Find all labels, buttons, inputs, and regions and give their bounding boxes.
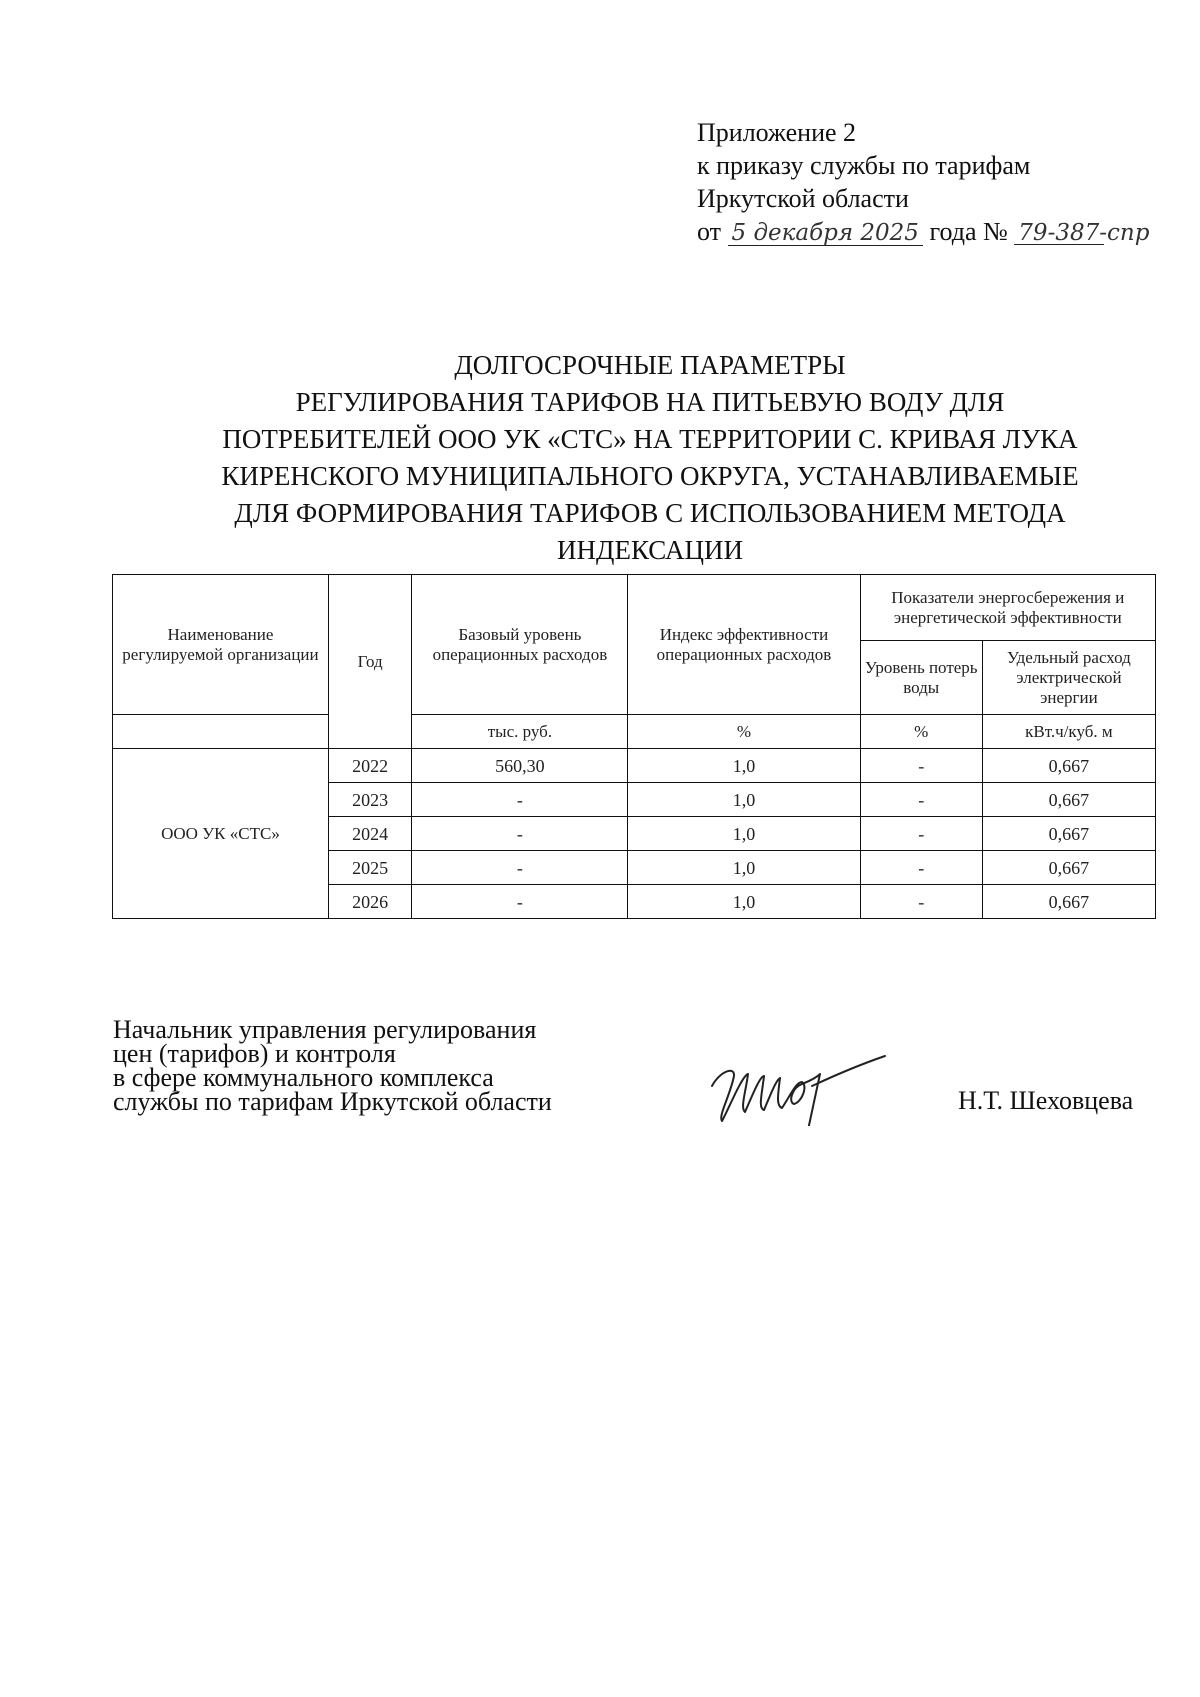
cell-index: 1,0 (628, 885, 860, 919)
unit-losses: % (860, 715, 982, 749)
appendix-line-3: Иркутской области (697, 184, 909, 213)
cell-specific: 0,667 (982, 749, 1155, 783)
cell-specific: 0,667 (982, 817, 1155, 851)
position-line: в сфере коммунального комплекса (113, 1063, 494, 1092)
handwritten-date: 5 декабря 2025 (728, 221, 923, 246)
header-efficiency-index: Индекс эффективности операционных расходов (628, 575, 860, 715)
cell-index: 1,0 (628, 749, 860, 783)
cell-year: 2023 (328, 783, 412, 817)
cell-base: - (412, 783, 628, 817)
title-line: РЕГУЛИРОВАНИЯ ТАРИФОВ НА ПИТЬЕВУЮ ВОДУ ДЛЯ (295, 387, 1005, 417)
cell-losses: - (860, 885, 982, 919)
cell-year: 2022 (328, 749, 412, 783)
header-org: Наименование регулируемой организации (113, 575, 329, 715)
position-line: цен (тарифов) и контроля (113, 1039, 396, 1068)
title-line: ИНДЕКСАЦИИ (557, 535, 743, 565)
cell-losses: - (860, 817, 982, 851)
unit-index: % (628, 715, 860, 749)
units-row (113, 715, 1156, 749)
header-specific-consumption: Удельный расход электрической энергии (982, 641, 1155, 715)
date-prefix: от (697, 217, 722, 246)
cell-index: 1,0 (628, 817, 860, 851)
cell-specific: 0,667 (982, 851, 1155, 885)
cell-year: 2025 (328, 851, 412, 885)
header-water-losses: Уровень потерь воды (860, 641, 982, 715)
table-row (113, 749, 1156, 783)
unit-org-blank (113, 715, 329, 749)
cell-base: 560,30 (412, 749, 628, 783)
appendix-line-2: к приказу службы по тарифам (697, 151, 1031, 180)
header-base-level: Базовый уровень операционных расходов (412, 575, 628, 715)
cell-specific: 0,667 (982, 885, 1155, 919)
cell-base: - (412, 885, 628, 919)
position-line: службы по тарифам Иркутской области (113, 1087, 552, 1116)
header-energy-group: Показатели энергосбережения и энергетической эффективности (860, 575, 1155, 641)
handwritten-order-number: 79-387-спр (1014, 221, 1153, 245)
cell-losses: - (860, 783, 982, 817)
appendix-header (697, 116, 1153, 248)
cell-index: 1,0 (628, 851, 860, 885)
appendix-line-1: Приложение 2 (697, 118, 857, 147)
unit-specific: кВт.ч/куб. м (982, 715, 1155, 749)
organization-name: ООО УК «СТС» (113, 749, 329, 919)
document-title (180, 347, 1120, 569)
cell-year: 2024 (328, 817, 412, 851)
cell-base: - (412, 817, 628, 851)
handwritten-signature (700, 1046, 920, 1126)
signer-name: Н.Т. Шеховцева (958, 1086, 1134, 1115)
year-word: года № (929, 217, 1008, 246)
cell-base: - (412, 851, 628, 885)
cell-specific: 0,667 (982, 783, 1155, 817)
parameters-table (112, 574, 1156, 919)
title-line: КИРЕНСКОГО МУНИЦИПАЛЬНОГО ОКРУГА, УСТАНАВЛИВАЕМЫЕ (221, 461, 1079, 491)
cell-year: 2026 (328, 885, 412, 919)
signatory-position (113, 1015, 552, 1116)
title-line: ПОТРЕБИТЕЛЕЙ ООО УК «СТС» НА ТЕРРИТОРИИ С. КРИВАЯ ЛУКА (222, 424, 1078, 454)
cell-losses: - (860, 749, 982, 783)
unit-base: тыс. руб. (412, 715, 628, 749)
position-line: Начальник управления регулирования (113, 1015, 537, 1044)
header-year: Год (328, 575, 412, 749)
header-row (113, 575, 1156, 641)
title-line: ДЛЯ ФОРМИРОВАНИЯ ТАРИФОВ С ИСПОЛЬЗОВАНИЕМ МЕТОДА (234, 498, 1066, 528)
cell-losses: - (860, 851, 982, 885)
cell-index: 1,0 (628, 783, 860, 817)
appendix-date-line (697, 215, 1153, 248)
title-line: ДОЛГОСРОЧНЫЕ ПАРАМЕТРЫ (454, 350, 846, 380)
